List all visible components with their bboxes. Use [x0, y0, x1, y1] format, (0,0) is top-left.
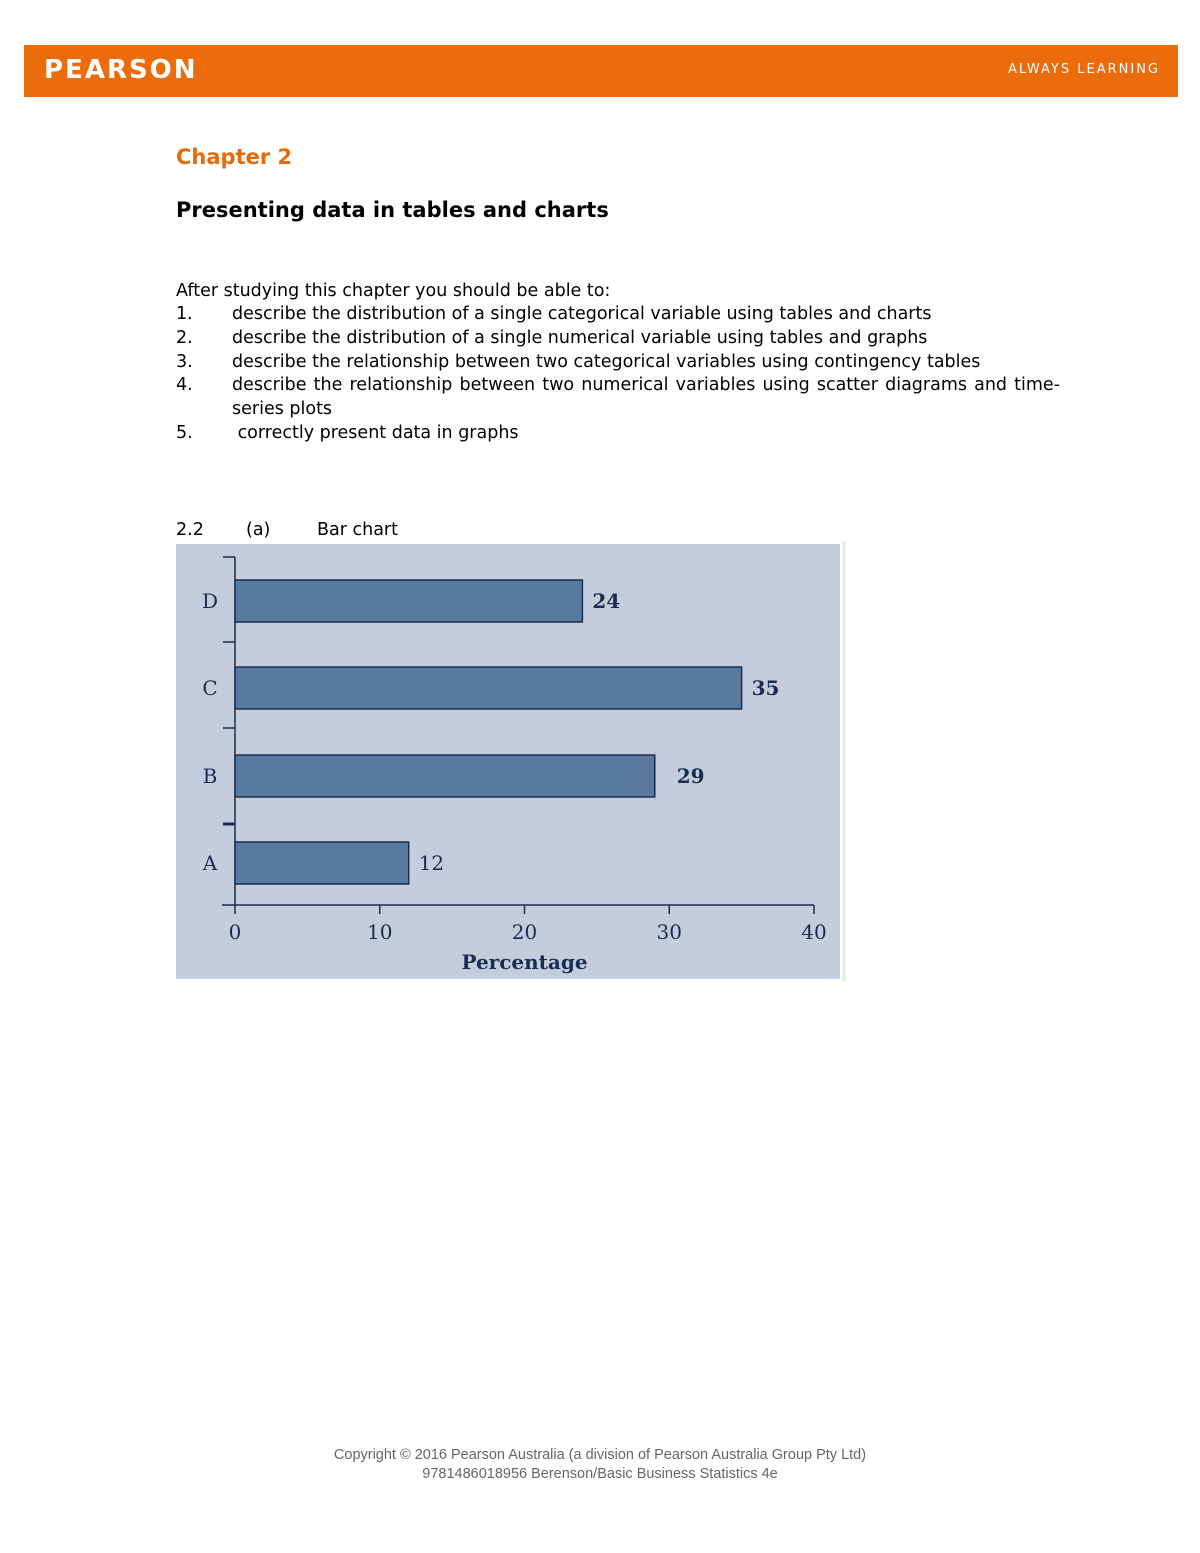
objective-text: correctly present data in graphs — [232, 422, 519, 443]
y-category-label: B — [202, 764, 218, 788]
objective-number: 3. — [176, 351, 193, 372]
question-label: Bar chart — [317, 520, 398, 540]
bar-chart — [176, 541, 846, 981]
bar — [235, 755, 655, 797]
objective-item — [176, 422, 1060, 446]
objective-item — [176, 351, 1060, 375]
objective-item — [176, 374, 1060, 422]
objective-text: describe the relationship between two categorical variables using contingency tables — [232, 351, 981, 372]
objective-text: describe the distribution of a single numerical variable using tables and graphs — [232, 327, 928, 348]
bar-data-label: 24 — [592, 589, 621, 613]
objective-number: 4. — [176, 375, 193, 396]
y-category-label: C — [202, 676, 218, 700]
x-tick-label: 40 — [801, 920, 827, 944]
x-tick-label: 0 — [228, 920, 242, 944]
footer-book-info: 9781486018956 Berenson/Basic Business Statistics 4e — [422, 1466, 778, 1482]
pearson-logo: PEARSON — [44, 55, 198, 85]
objectives-intro: After studying this chapter you should be able to: — [176, 281, 611, 301]
publisher-banner — [24, 45, 1178, 97]
objectives-list — [176, 303, 1060, 446]
bar-data-label: 29 — [676, 764, 705, 788]
y-category-label: A — [202, 851, 218, 875]
bar-data-label: 35 — [751, 676, 780, 700]
bar-data-label: 12 — [418, 851, 445, 875]
objective-number: 5. — [176, 422, 193, 443]
x-tick-label: 10 — [367, 920, 393, 944]
chapter-title: Presenting data in tables and charts — [176, 198, 609, 222]
objective-number: 1. — [176, 304, 193, 324]
objective-text: describe the relationship between two numerical variables using scatter diagrams and time-series plots — [232, 375, 1060, 420]
x-tick-label: 20 — [511, 920, 538, 944]
banner-tagline: ALWAYS LEARNING — [1007, 62, 1160, 77]
question-number: 2.2 — [176, 520, 204, 540]
objective-item — [176, 327, 1060, 351]
objective-number: 2. — [176, 327, 193, 348]
question-part: (a) — [246, 520, 271, 540]
bar — [235, 667, 742, 709]
x-axis-label: Percentage — [461, 950, 588, 974]
bar — [235, 842, 409, 884]
x-tick-label: 30 — [656, 920, 682, 944]
bar — [235, 580, 582, 622]
bar-chart-svg — [176, 541, 846, 981]
footer-copyright: Copyright © 2016 Pearson Australia (a division of Pearson Australia Group Pty Ltd) — [333, 1447, 867, 1463]
objective-item — [176, 303, 1060, 327]
objective-text: describe the distribution of a single categorical variable using tables and charts — [232, 304, 932, 324]
y-category-label: D — [201, 589, 219, 613]
chapter-label: Chapter 2 — [176, 145, 293, 169]
